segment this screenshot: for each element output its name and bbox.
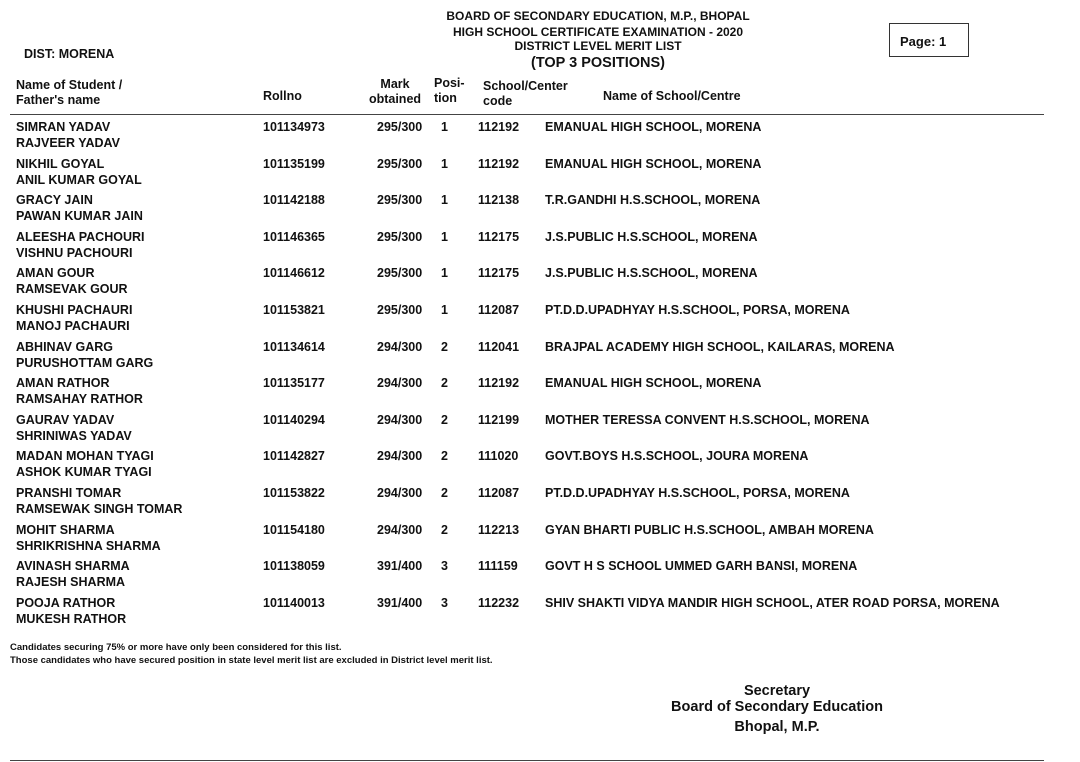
student-name: AMAN RATHOR [16,376,110,391]
board-title: BOARD OF SECONDARY EDUCATION, M.P., BHOPAL [446,9,750,23]
page-number-box [889,23,969,57]
table-row [0,596,1080,633]
position: 3 [441,595,448,610]
position: 1 [441,303,448,317]
col-header-mark-line1: Mark [380,77,410,91]
roll-number: 101153822 [263,486,325,500]
col-header-position-line2: tion [434,91,457,105]
table-row [0,266,1080,303]
father-name: SHRINIWAS YADAV [16,428,132,443]
school-code: 112087 [478,486,520,500]
roll-number: 101134614 [263,339,325,354]
school-name: J.S.PUBLIC H.S.SCHOOL, MORENA [545,229,758,244]
roll-number: 101135177 [263,376,325,391]
school-code: 112192 [478,376,520,391]
col-header-rollno: Rollno [263,89,302,103]
signature-title: Secretary [743,683,811,699]
school-name: EMANUAL HIGH SCHOOL, MORENA [545,376,762,391]
position: 1 [441,156,448,171]
school-code: 112192 [478,156,520,171]
table-row [0,340,1080,377]
marks: 294/300 [377,376,423,391]
school-code: 112087 [478,303,520,317]
school-name: BRAJPAL ACADEMY HIGH SCHOOL, KAILARAS, MORENA [545,339,895,354]
marks: 295/300 [377,156,423,171]
father-name: MANOJ PACHAURI [16,319,130,333]
marks: 294/300 [377,412,423,427]
student-name: MADAN MOHAN TYAGI [16,449,154,464]
col-header-position [434,76,465,106]
position: 2 [441,522,448,537]
position: 2 [441,339,448,354]
roll-number: 101140013 [263,595,325,610]
signature-org: Board of Secondary Education [671,699,883,715]
school-code: 112232 [478,595,520,610]
position: 1 [441,120,448,134]
col-header-name [16,78,122,108]
school-name: GOVT.BOYS H.S.SCHOOL, JOURA MORENA [545,449,809,464]
student-name: AVINASH SHARMA [16,559,130,574]
roll-number: 101138059 [263,559,325,574]
col-header-code [483,79,568,109]
student-name: SIMRAN YADAV [16,120,111,134]
header-divider [10,114,1044,115]
marks: 294/300 [377,449,423,464]
table-row [0,193,1080,230]
col-header-mark [367,77,423,107]
exam-title: HIGH SCHOOL CERTIFICATE EXAMINATION - 2020 [452,25,744,39]
roll-number: 101135199 [263,156,325,171]
table-row [0,413,1080,450]
roll-number: 101154180 [263,522,325,537]
school-code: 111020 [478,449,519,464]
col-header-name-line2: Father's name [16,93,101,107]
roll-number: 101153821 [263,303,325,317]
student-name: AMAN GOUR [16,266,95,281]
student-name: ALEESHA PACHOURI [16,229,145,244]
marks: 295/300 [377,229,423,244]
school-name: MOTHER TERESSA CONVENT H.S.SCHOOL, MORENA [545,412,870,427]
student-name: GAURAV YADAV [16,412,115,427]
father-name: RAMSEWAK SINGH TOMAR [16,502,183,516]
student-name: KHUSHI PACHAURI [16,303,133,317]
school-code: 112175 [478,229,520,244]
table-row [0,120,1080,157]
table-row [0,157,1080,194]
father-name: RAMSEVAK GOUR [16,282,128,297]
marks: 294/300 [377,522,423,537]
position: 2 [441,412,448,427]
page-number: Page: 1 [900,34,947,49]
student-name: ABHINAV GARG [16,339,113,354]
marks: 295/300 [377,120,423,134]
position: 1 [441,266,448,281]
marks: 295/300 [377,303,423,317]
position: 2 [441,486,448,500]
position: 3 [441,559,448,574]
school-name: T.R.GANDHI H.S.SCHOOL, MORENA [545,193,761,208]
school-code: 112213 [478,522,520,537]
school-name: EMANUAL HIGH SCHOOL, MORENA [545,156,762,171]
marks: 295/300 [377,193,423,208]
school-name: GYAN BHARTI PUBLIC H.S.SCHOOL, AMBAH MORENA [545,522,874,537]
roll-number: 101146365 [263,229,325,244]
father-name: ANIL KUMAR GOYAL [16,172,142,187]
table-row [0,559,1080,596]
position: 1 [441,193,448,208]
roll-number: 101142188 [263,193,325,208]
father-name: PAWAN KUMAR JAIN [16,209,143,224]
father-name: MUKESH RATHOR [16,611,127,626]
col-header-name-line1: Name of Student / [16,78,123,92]
col-header-code-line2: code [483,94,513,108]
col-header-school: Name of School/Centre [603,89,741,103]
student-name: MOHIT SHARMA [16,522,115,537]
student-name: PRANSHI TOMAR [16,486,122,500]
col-header-mark-line2: obtained [368,92,422,106]
marks: 391/400 [377,595,423,610]
school-name: EMANUAL HIGH SCHOOL, MORENA [545,120,762,134]
col-header-code-line1: School/Center [483,79,568,93]
school-name: PT.D.D.UPADHYAY H.S.SCHOOL, PORSA, MORENA [545,303,850,317]
table-row [0,376,1080,413]
roll-number: 101134973 [263,120,325,134]
roll-number: 101146612 [263,266,325,281]
positions-title: (TOP 3 POSITIONS) [530,55,666,71]
school-name: GOVT H S SCHOOL UMMED GARH BANSI, MORENA [545,559,858,574]
footnote-exclusion: Those candidates who have secured position in state level merit list are excluded in District level merit list. [10,655,493,666]
list-title: DISTRICT LEVEL MERIT LIST [514,39,682,53]
table-row [0,230,1080,267]
student-name: POOJA RATHOR [16,595,116,610]
marks: 391/400 [377,559,423,574]
position: 1 [441,229,448,244]
position: 2 [441,449,448,464]
school-code: 112199 [478,412,520,427]
student-name: NIKHIL GOYAL [16,156,105,171]
father-name: RAJESH SHARMA [16,575,126,590]
table-row [0,523,1080,560]
father-name: PURUSHOTTAM GARG [16,355,154,370]
father-name: RAJVEER YADAV [16,136,120,150]
table-row [0,303,1080,340]
position: 2 [441,376,448,391]
footnote-criteria: Candidates securing 75% or more have only been considered for this list. [10,642,342,653]
col-header-position-line1: Posi- [434,76,465,90]
school-code: 112175 [478,266,520,281]
school-code: 112041 [478,339,520,354]
father-name: SHRIKRISHNA SHARMA [16,538,161,553]
father-name: RAMSAHAY RATHOR [16,392,143,407]
father-name: ASHOK KUMAR TYAGI [16,465,152,480]
roll-number: 101142827 [263,449,325,464]
signature-place: Bhopal, M.P. [734,719,820,735]
school-code: 111159 [478,559,518,574]
school-code: 112138 [478,193,520,208]
roll-number: 101140294 [263,412,325,427]
student-name: GRACY JAIN [16,193,93,208]
school-code: 112192 [478,120,520,134]
father-name: VISHNU PACHOURI [16,245,133,260]
footer-divider [10,760,1044,761]
marks: 294/300 [377,339,423,354]
table-row [0,486,1080,523]
marks: 294/300 [377,486,423,500]
table-row [0,449,1080,486]
school-name: PT.D.D.UPADHYAY H.S.SCHOOL, PORSA, MORENA [545,486,850,500]
school-name: J.S.PUBLIC H.S.SCHOOL, MORENA [545,266,758,281]
marks: 295/300 [377,266,423,281]
school-name: SHIV SHAKTI VIDYA MANDIR HIGH SCHOOL, ATER ROAD PORSA, MORENA [545,595,1000,610]
district-label: DIST: MORENA [24,47,115,61]
